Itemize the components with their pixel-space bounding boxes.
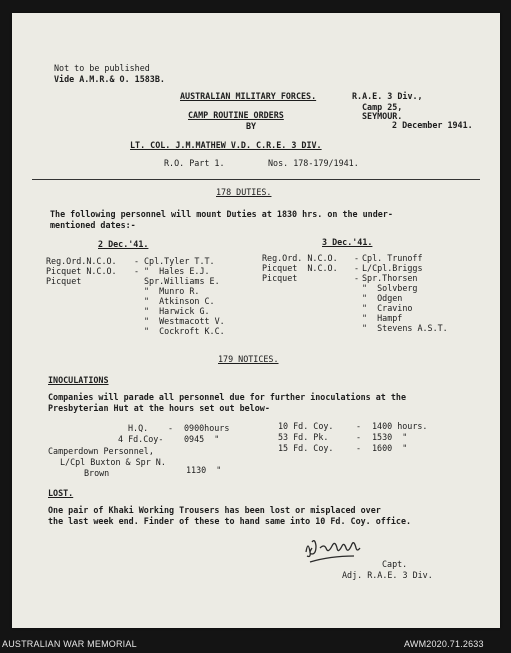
section-178-intro-2: mentioned dates:- <box>50 220 136 230</box>
document-page <box>12 13 500 628</box>
schedule-left-time-1: 0900hours <box>184 423 230 433</box>
roster-name: " Hales E.J. <box>144 266 210 276</box>
roster-sep: - <box>354 273 360 283</box>
camperdown-time: 1130 " <box>186 465 222 475</box>
lost-text-2: the last week end. Finder of these to hand same into 10 Fd. Coy. office. <box>48 516 412 526</box>
roster-name: " Harwick G. <box>144 306 210 316</box>
schedule-right-time-2: 1530 " <box>372 432 408 442</box>
inoculations-text-1: Companies will parade all personnel due for further inoculations at the <box>48 392 406 402</box>
schedule-left-unit-2: 4 Fd.Coy- <box>118 434 164 444</box>
right-date: 3 Dec.'41. <box>322 237 373 247</box>
header-note-line-1: Not to be published <box>54 63 150 73</box>
schedule-left-time-2: 0945 " <box>184 434 220 444</box>
part-label: R.O. Part 1. <box>164 158 225 168</box>
roster-name: Spr.Williams E. <box>144 276 220 286</box>
org-title: AUSTRALIAN MILITARY FORCES. <box>180 91 317 101</box>
unit-line-3: SEYMOUR. <box>362 111 403 121</box>
lost-text-1: One pair of Khaki Working Trousers has been lost or misplaced over <box>48 505 381 515</box>
schedule-right-sep-2: - <box>356 432 362 442</box>
roster-sep: - <box>354 253 360 263</box>
footer-bar <box>0 633 511 653</box>
left-date: 2 Dec.'41. <box>98 239 149 249</box>
signature-appointment: Adj. R.A.E. 3 Div. <box>342 570 433 580</box>
unit-line-1: R.A.E. 3 Div., <box>352 91 423 101</box>
roster-sep: - <box>134 266 140 276</box>
roster-role: Reg.Ord. N.C.O. <box>262 253 338 263</box>
roster-name: Spr.Thorsen <box>362 273 418 283</box>
schedule-right-unit-3: 15 Fd. Coy. <box>278 443 334 453</box>
header-rule <box>32 179 480 180</box>
header-note-line-2: Vide A.M.R.& O. 1583B. <box>54 74 165 84</box>
roster-role: Picquet N.C.O. <box>262 263 338 273</box>
roster-name: " Hampf <box>362 313 403 323</box>
document-date: 2 December 1941. <box>392 120 473 130</box>
schedule-right-unit-1: 10 Fd. Coy. <box>278 421 334 431</box>
schedule-left-unit-1: H.Q. <box>128 423 149 433</box>
schedule-right-time-1: 1400 hours. <box>372 421 428 431</box>
footer-source: AUSTRALIAN WAR MEMORIAL <box>2 639 137 649</box>
roster-name: Cpl. Trunoff <box>362 253 423 263</box>
by-label: BY <box>246 121 257 131</box>
roster-role: Picquet N.C.O. <box>46 266 117 276</box>
roster-role: Picquet <box>262 273 298 283</box>
unit-line-2: Camp 25, <box>362 102 403 112</box>
roster-role: Picquet <box>46 276 82 286</box>
inoculations-text-2: Presbyterian Hut at the hours set out below- <box>48 403 270 413</box>
order-numbers: Nos. 178-179/1941. <box>268 158 359 168</box>
footer-accession: AWM2020.71.2633 <box>404 639 484 649</box>
roster-sep: - <box>354 263 360 273</box>
roster-name: " Stevens A.S.T. <box>362 323 448 333</box>
roster-name: L/Cpl.Briggs <box>362 263 423 273</box>
inoculations-heading: INOCULATIONS <box>48 375 109 385</box>
section-178-intro-1: The following personnel will mount Duties at 1830 hrs. on the under- <box>50 209 393 219</box>
roster-name: " Westmacott V. <box>144 316 225 326</box>
officer-line: LT. COL. J.M.MATHEW V.D. C.R.E. 3 DIV. <box>130 140 322 150</box>
lost-heading: LOST. <box>48 488 74 498</box>
camperdown-line-2: L/Cpl Buxton & Spr N. <box>60 457 166 467</box>
orders-title: CAMP ROUTINE ORDERS <box>188 110 284 120</box>
camperdown-line-3: Brown <box>84 468 110 478</box>
section-178-heading: 178 DUTIES. <box>216 187 272 197</box>
roster-name: " Munro R. <box>144 286 200 296</box>
signature-rank: Capt. <box>382 559 408 569</box>
schedule-right-sep-1: - <box>356 421 362 431</box>
roster-name: " Atkinson C. <box>144 296 215 306</box>
schedule-right-time-3: 1600 " <box>372 443 408 453</box>
roster-sep: - <box>134 256 140 266</box>
section-179-heading: 179 NOTICES. <box>218 354 279 364</box>
roster-name: " Solvberg <box>362 283 418 293</box>
roster-name: Cpl.Tyler T.T. <box>144 256 215 266</box>
schedule-right-sep-3: - <box>356 443 362 453</box>
schedule-left-sep-1: - <box>168 423 174 433</box>
camperdown-line-1: Camperdown Personnel, <box>48 446 154 456</box>
schedule-right-unit-2: 53 Fd. Pk. <box>278 432 329 442</box>
roster-role: Reg.Ord.N.C.O. <box>46 256 117 266</box>
roster-name: " Cockroft K.C. <box>144 326 225 336</box>
handwritten-signature <box>296 532 376 572</box>
roster-name: " Odgen <box>362 293 403 303</box>
roster-name: " Cravino <box>362 303 413 313</box>
